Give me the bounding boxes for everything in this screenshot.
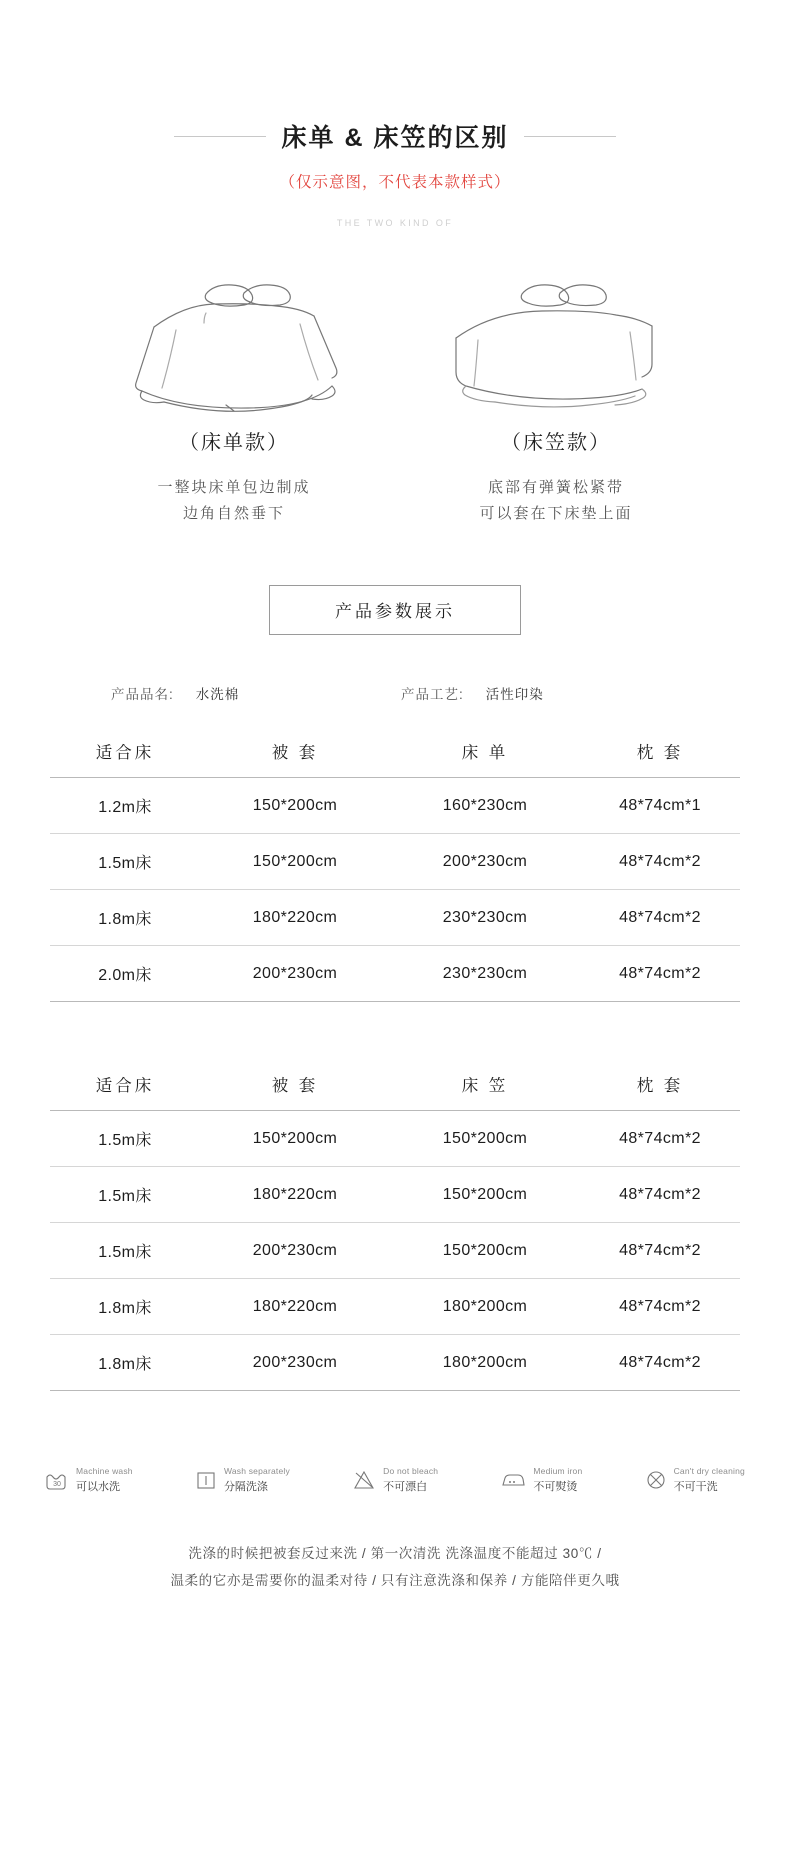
page-title: 床单 & 床笠的区别: [281, 124, 509, 152]
cell-bed: 1.5m床: [50, 1111, 200, 1167]
cell-pillowcase: 48*74cm*2: [580, 834, 740, 890]
column-header-duvet: 被 套: [200, 1062, 390, 1111]
cell-duvet: 150*200cm: [200, 1111, 390, 1167]
flat-sheet-bed-icon: [94, 264, 374, 414]
table-row: [50, 834, 740, 890]
cell-pillowcase: 48*74cm*1: [580, 778, 740, 834]
footer-note-line1: 洗涤的时候把被套反过来洗 / 第一次清洗 洗涤温度不能超过 30℃ /: [188, 1546, 602, 1561]
table-header-row: [50, 1062, 740, 1111]
cell-pillowcase: 48*74cm*2: [580, 1335, 740, 1391]
care-label-cn: 不可熨烫: [533, 1481, 578, 1493]
care-instructions-row: [45, 1465, 745, 1494]
column-header-fitted: 床 笠: [390, 1062, 580, 1111]
cell-bed: 1.5m床: [50, 1223, 200, 1279]
wash-separately-icon: [195, 1469, 217, 1491]
table-row: [50, 1279, 740, 1335]
table-row: [50, 1223, 740, 1279]
illustration-description: [406, 475, 706, 527]
cell-bed: 2.0m床: [50, 946, 200, 1002]
cell-pillowcase: 48*74cm*2: [580, 890, 740, 946]
cell-pillowcase: 48*74cm*2: [580, 946, 740, 1002]
title-rule-right: [524, 136, 616, 137]
care-item-machine-wash: [45, 1465, 133, 1494]
product-meta-craft: [401, 683, 544, 703]
column-header-sheet: 床 单: [390, 729, 580, 778]
care-item-do-not-bleach: [352, 1465, 438, 1494]
care-label-cn: 分隔洗涤: [223, 1481, 268, 1493]
cell-bed: 1.8m床: [50, 1279, 200, 1335]
care-label-cn: 可以水洗: [76, 1481, 120, 1493]
product-meta-row: [105, 683, 685, 703]
cell-fitted: 150*200cm: [390, 1223, 580, 1279]
care-item-medium-iron: [500, 1465, 582, 1494]
params-heading-box: [269, 585, 521, 635]
care-label-en: Wash separately: [223, 1466, 290, 1476]
cell-duvet: 150*200cm: [200, 778, 390, 834]
title-rule-left: [174, 136, 266, 137]
cell-duvet: 180*220cm: [200, 1279, 390, 1335]
cell-duvet: 180*220cm: [200, 890, 390, 946]
cell-bed: 1.5m床: [50, 834, 200, 890]
illustration-caption: （床单款）: [179, 432, 289, 454]
column-header-pillowcase: 枕 套: [580, 1062, 740, 1111]
column-header-bed: 适合床: [50, 729, 200, 778]
illustration-caption: （床笠款）: [501, 432, 611, 454]
cell-duvet: 200*230cm: [200, 946, 390, 1002]
cell-pillowcase: 48*74cm*2: [580, 1279, 740, 1335]
title-row: [0, 118, 790, 154]
care-label-cn: 不可漂白: [383, 1481, 428, 1493]
no-dry-clean-icon: [645, 1469, 667, 1491]
illustration-desc-line1: 一整块床单包边制成: [157, 479, 311, 496]
do-not-bleach-icon: [352, 1469, 376, 1491]
footer-note-line2: 温柔的它亦是需要你的温柔对待 / 只有注意洗涤和保养 / 方能陪伴更久哦: [170, 1573, 620, 1588]
care-texts: [383, 1465, 438, 1494]
table-row: [50, 1335, 740, 1391]
svg-text:30: 30: [53, 1480, 61, 1488]
cell-sheet: 230*230cm: [390, 946, 580, 1002]
care-item-wash-separately: [195, 1465, 290, 1494]
illustration-fitted-sheet: [406, 264, 706, 527]
illustration-description: [84, 475, 384, 527]
care-texts: [76, 1465, 133, 1494]
illustration-flat-sheet: [84, 264, 384, 527]
table-spacer: [0, 1002, 790, 1036]
illustration-row: [0, 264, 790, 527]
page-subtitle: （仅示意图，不代表本款样式）: [279, 174, 511, 191]
cell-sheet: 200*230cm: [390, 834, 580, 890]
cell-duvet: 150*200cm: [200, 834, 390, 890]
spec-table-fitted-sheet: [50, 1062, 740, 1391]
cell-bed: 1.8m床: [50, 890, 200, 946]
illustration-desc-line2: 边角自然垂下: [182, 505, 285, 522]
care-footer-note: [75, 1540, 715, 1594]
product-meta-name: [111, 683, 401, 703]
table-row: [50, 778, 740, 834]
cell-sheet: 230*230cm: [390, 890, 580, 946]
column-header-pillowcase: 枕 套: [580, 729, 740, 778]
cell-duvet: 200*230cm: [200, 1223, 390, 1279]
cell-pillowcase: 48*74cm*2: [580, 1111, 740, 1167]
cell-pillowcase: 48*74cm*2: [580, 1167, 740, 1223]
cell-duvet: 200*230cm: [200, 1335, 390, 1391]
fitted-sheet-bed-icon: [416, 264, 696, 414]
meta-value: 活性印染: [485, 687, 544, 702]
meta-value: 水洗棉: [195, 687, 240, 702]
params-heading-text: 产品参数展示: [335, 602, 455, 621]
table-row: [50, 1111, 740, 1167]
care-texts: [533, 1465, 582, 1494]
cell-duvet: 180*220cm: [200, 1167, 390, 1223]
illustration-desc-line2: 可以套在下床垫上面: [479, 505, 633, 522]
care-item-no-dry-clean: [645, 1465, 745, 1494]
spec-table-flat-sheet: [50, 729, 740, 1002]
care-label-en: Machine wash: [76, 1466, 133, 1476]
machine-wash-icon: [45, 1469, 69, 1491]
cell-pillowcase: 48*74cm*2: [580, 1223, 740, 1279]
table-row: [50, 946, 740, 1002]
cell-sheet: 160*230cm: [390, 778, 580, 834]
cell-fitted: 180*200cm: [390, 1335, 580, 1391]
illustration-desc-line1: 底部有弹簧松紧带: [487, 479, 624, 496]
column-header-bed: 适合床: [50, 1062, 200, 1111]
care-texts: [224, 1465, 290, 1494]
cell-bed: 1.2m床: [50, 778, 200, 834]
column-header-duvet: 被 套: [200, 729, 390, 778]
care-texts: [674, 1465, 745, 1494]
care-label-cn: 不可干洗: [673, 1481, 718, 1493]
medium-iron-icon: [500, 1469, 526, 1491]
care-label-en: Can't dry cleaning: [673, 1466, 745, 1476]
cell-bed: 1.5m床: [50, 1167, 200, 1223]
care-label-en: Medium iron: [533, 1466, 583, 1476]
table-header-row: [50, 729, 740, 778]
meta-label: 产品品名:: [111, 687, 174, 702]
page-header: [0, 0, 790, 228]
cell-fitted: 180*200cm: [390, 1279, 580, 1335]
cell-bed: 1.8m床: [50, 1335, 200, 1391]
care-label-en: Do not bleach: [383, 1466, 439, 1476]
page-latin-subtitle: THE TWO KIND OF: [336, 218, 454, 228]
cell-fitted: 150*200cm: [390, 1111, 580, 1167]
table-row: [50, 890, 740, 946]
meta-label: 产品工艺:: [401, 687, 464, 702]
table-row: [50, 1167, 740, 1223]
cell-fitted: 150*200cm: [390, 1167, 580, 1223]
